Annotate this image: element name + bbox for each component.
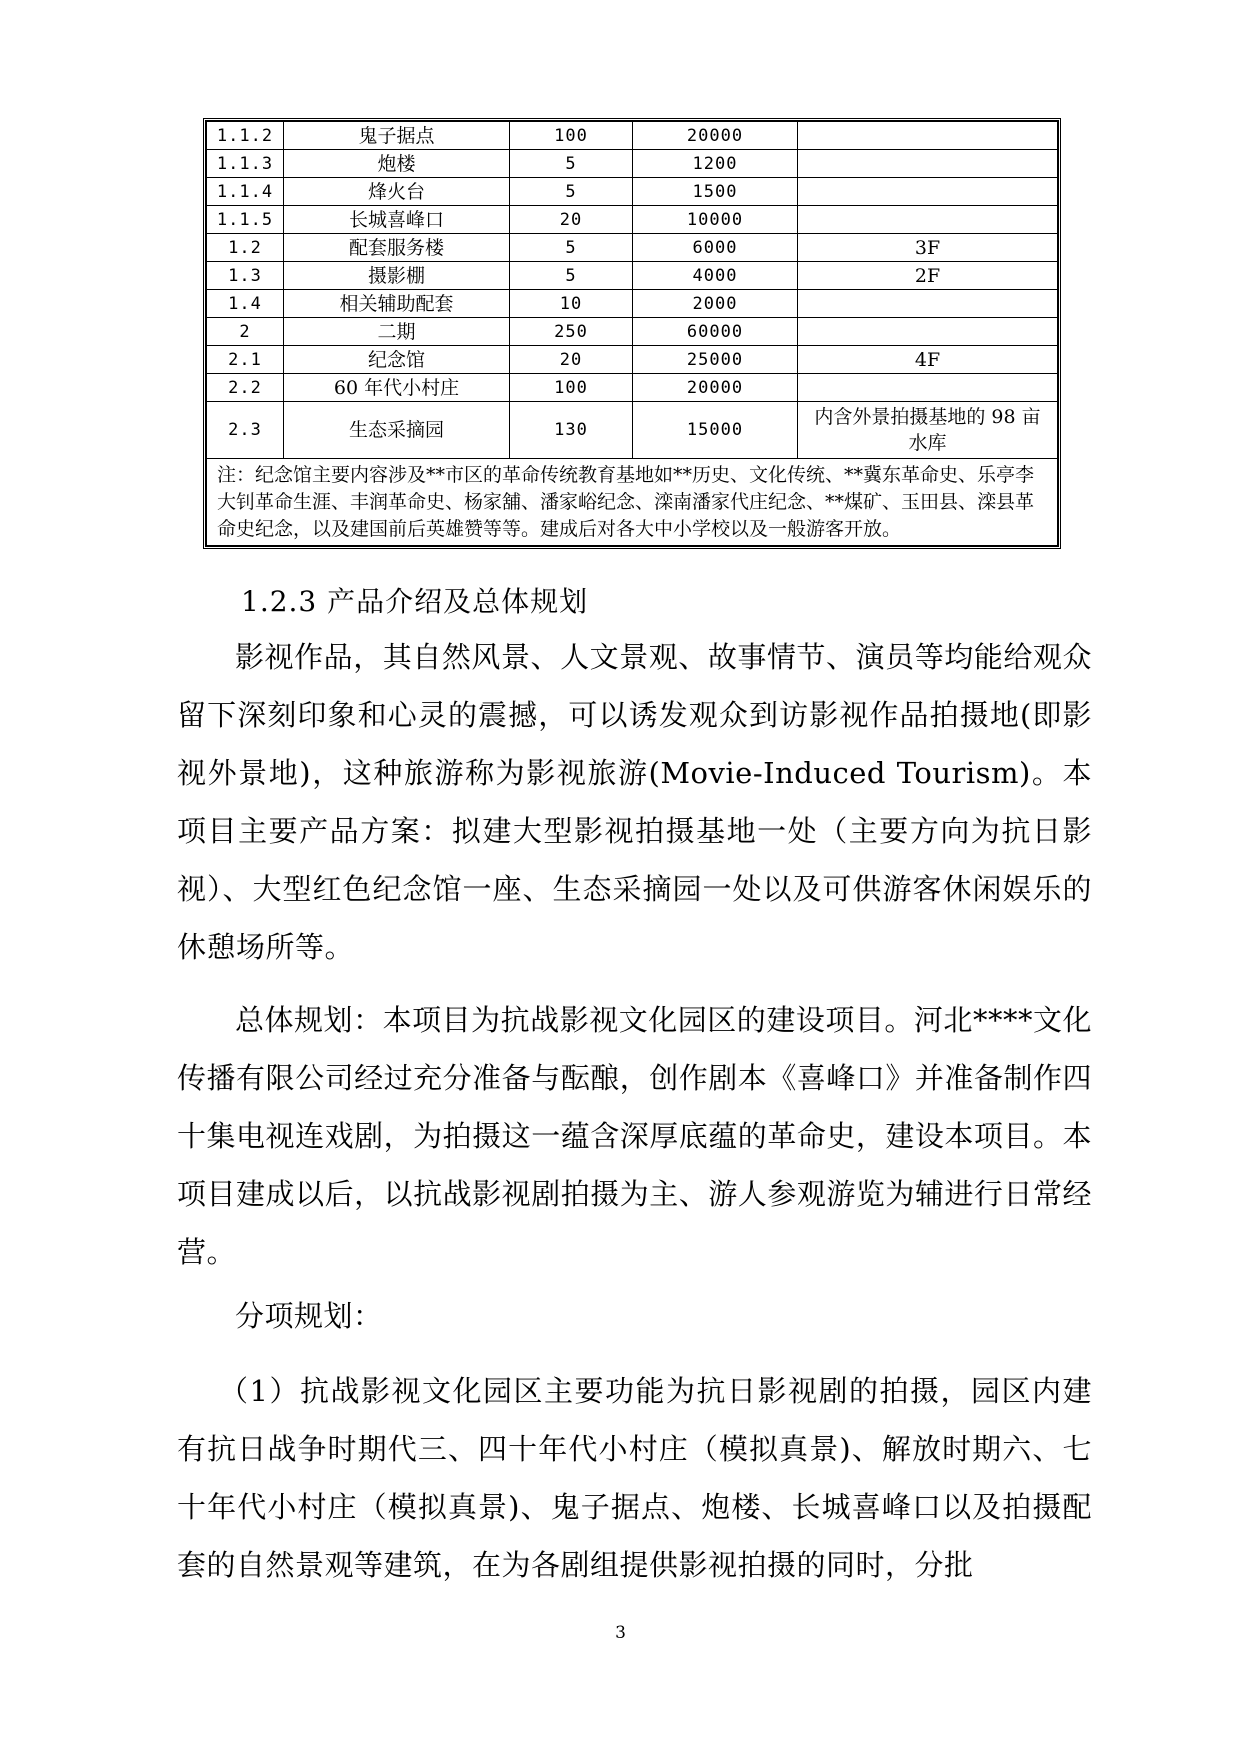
cell-value-a: 10 bbox=[510, 290, 633, 318]
cell-number: 1.1.5 bbox=[207, 206, 284, 234]
cell-number: 2 bbox=[207, 318, 284, 346]
cell-number: 1.1.2 bbox=[207, 122, 284, 150]
paragraph-product-intro: 影视作品，其自然风景、人文景观、故事情节、演员等均能给观众留下深刻印象和心灵的震撼，可以诱发观众到访影视作品拍摄地(即影视外景地)，这种旅游称为影视旅游(Movie-Induced Tourism)。本项目主要产品方案：拟建大型影视拍摄基地一处（主要方向为抗日影视）、大型红色纪念馆一座、生态采摘园一处以及可供游客休闲娱乐的休憩场所等。 bbox=[177, 640, 1092, 964]
table-row bbox=[207, 150, 1058, 178]
cell-item-name: 相关辅助配套 bbox=[284, 290, 510, 318]
cell-number: 2.2 bbox=[207, 374, 284, 402]
table-row bbox=[207, 290, 1058, 318]
cell-note bbox=[798, 178, 1058, 206]
paragraph-sub-plan-1: （1）抗战影视文化园区主要功能为抗日影视剧的拍摄，园区内建有抗日战争时期代三、四十年代小村庄（模拟真景)、解放时期六、七十年代小村庄（模拟真景)、鬼子据点、炮楼、长城喜峰口以及拍摄配套的自然景观等建筑，在为各剧组提供影视拍摄的同时，分批 bbox=[177, 1374, 1092, 1582]
cell-number: 1.1.3 bbox=[207, 150, 284, 178]
cell-item-name: 摄影棚 bbox=[284, 262, 510, 290]
cell-number: 1.2 bbox=[207, 234, 284, 262]
cell-item-name: 炮楼 bbox=[284, 150, 510, 178]
cell-number: 2.3 bbox=[207, 402, 284, 459]
cell-note bbox=[798, 290, 1058, 318]
table-row bbox=[207, 374, 1058, 402]
cell-number: 1.1.4 bbox=[207, 178, 284, 206]
cell-number: 1.3 bbox=[207, 262, 284, 290]
cell-value-b: 60000 bbox=[633, 318, 798, 346]
cell-value-b: 20000 bbox=[633, 374, 798, 402]
cell-note: 3F bbox=[798, 234, 1058, 262]
cell-item-name: 长城喜峰口 bbox=[284, 206, 510, 234]
table-row bbox=[207, 234, 1058, 262]
cell-value-b: 1500 bbox=[633, 178, 798, 206]
cell-value-a: 130 bbox=[510, 402, 633, 459]
page-number: 3 bbox=[615, 1623, 626, 1643]
cell-note: 2F bbox=[798, 262, 1058, 290]
cell-value-b: 1200 bbox=[633, 150, 798, 178]
cell-value-a: 5 bbox=[510, 234, 633, 262]
project-table bbox=[203, 118, 1061, 549]
cell-value-b: 2000 bbox=[633, 290, 798, 318]
table-row bbox=[207, 318, 1058, 346]
cell-value-a: 5 bbox=[510, 150, 633, 178]
table-row bbox=[207, 402, 1058, 459]
cell-value-b: 6000 bbox=[633, 234, 798, 262]
table-body bbox=[207, 122, 1058, 546]
cell-note bbox=[798, 374, 1058, 402]
cell-note: 4F bbox=[798, 346, 1058, 374]
cell-item-name: 鬼子据点 bbox=[284, 122, 510, 150]
cell-note: 内含外景拍摄基地的 98 亩水库 bbox=[798, 402, 1058, 459]
cell-note bbox=[798, 122, 1058, 150]
cell-item-name: 烽火台 bbox=[284, 178, 510, 206]
cell-note bbox=[798, 318, 1058, 346]
cell-value-b: 20000 bbox=[633, 122, 798, 150]
cell-number: 1.4 bbox=[207, 290, 284, 318]
cell-number: 2.1 bbox=[207, 346, 284, 374]
cell-item-name: 二期 bbox=[284, 318, 510, 346]
paragraph-sub-plan-title: 分项规划： bbox=[235, 1299, 383, 1333]
cell-value-a: 20 bbox=[510, 346, 633, 374]
cell-value-a: 250 bbox=[510, 318, 633, 346]
cell-item-name: 生态采摘园 bbox=[284, 402, 510, 459]
cell-value-a: 20 bbox=[510, 206, 633, 234]
cell-note bbox=[798, 150, 1058, 178]
table-row bbox=[207, 178, 1058, 206]
cell-value-b: 4000 bbox=[633, 262, 798, 290]
cell-item-name: 配套服务楼 bbox=[284, 234, 510, 262]
cell-item-name: 纪念馆 bbox=[284, 346, 510, 374]
cell-value-a: 5 bbox=[510, 262, 633, 290]
cell-value-b: 10000 bbox=[633, 206, 798, 234]
table-row bbox=[207, 346, 1058, 374]
cell-item-name: 60 年代小村庄 bbox=[284, 374, 510, 402]
table-row bbox=[207, 122, 1058, 150]
cell-note bbox=[798, 206, 1058, 234]
cell-value-a: 100 bbox=[510, 374, 633, 402]
cell-value-a: 5 bbox=[510, 178, 633, 206]
cell-value-b: 15000 bbox=[633, 402, 798, 459]
table-row bbox=[207, 262, 1058, 290]
table-footnote-row bbox=[207, 459, 1058, 546]
cell-value-b: 25000 bbox=[633, 346, 798, 374]
table-footnote: 注：纪念馆主要内容涉及**市区的革命传统教育基地如**历史、文化传统、**冀东革命史、乐亭李大钊革命生涯、丰润革命史、杨家舖、潘家峪纪念、滦南潘家代庄纪念、**煤矿、玉田县、滦县革命史纪念，以及建国前后英雄赞等等。建成后对各大中小学校以及一般游客开放。 bbox=[207, 459, 1058, 546]
section-heading: 1.2.3 产品介绍及总体规划 bbox=[241, 585, 589, 618]
cell-value-a: 100 bbox=[510, 122, 633, 150]
table-row bbox=[207, 206, 1058, 234]
paragraph-overall-plan: 总体规划：本项目为抗战影视文化园区的建设项目。河北****文化传播有限公司经过充分准备与酝酿，创作剧本《喜峰口》并准备制作四十集电视连戏剧，为拍摄这一蕴含深厚底蕴的革命史，建设本项目。本项目建成以后，以抗战影视剧拍摄为主、游人参观游览为辅进行日常经营。 bbox=[177, 1003, 1092, 1269]
